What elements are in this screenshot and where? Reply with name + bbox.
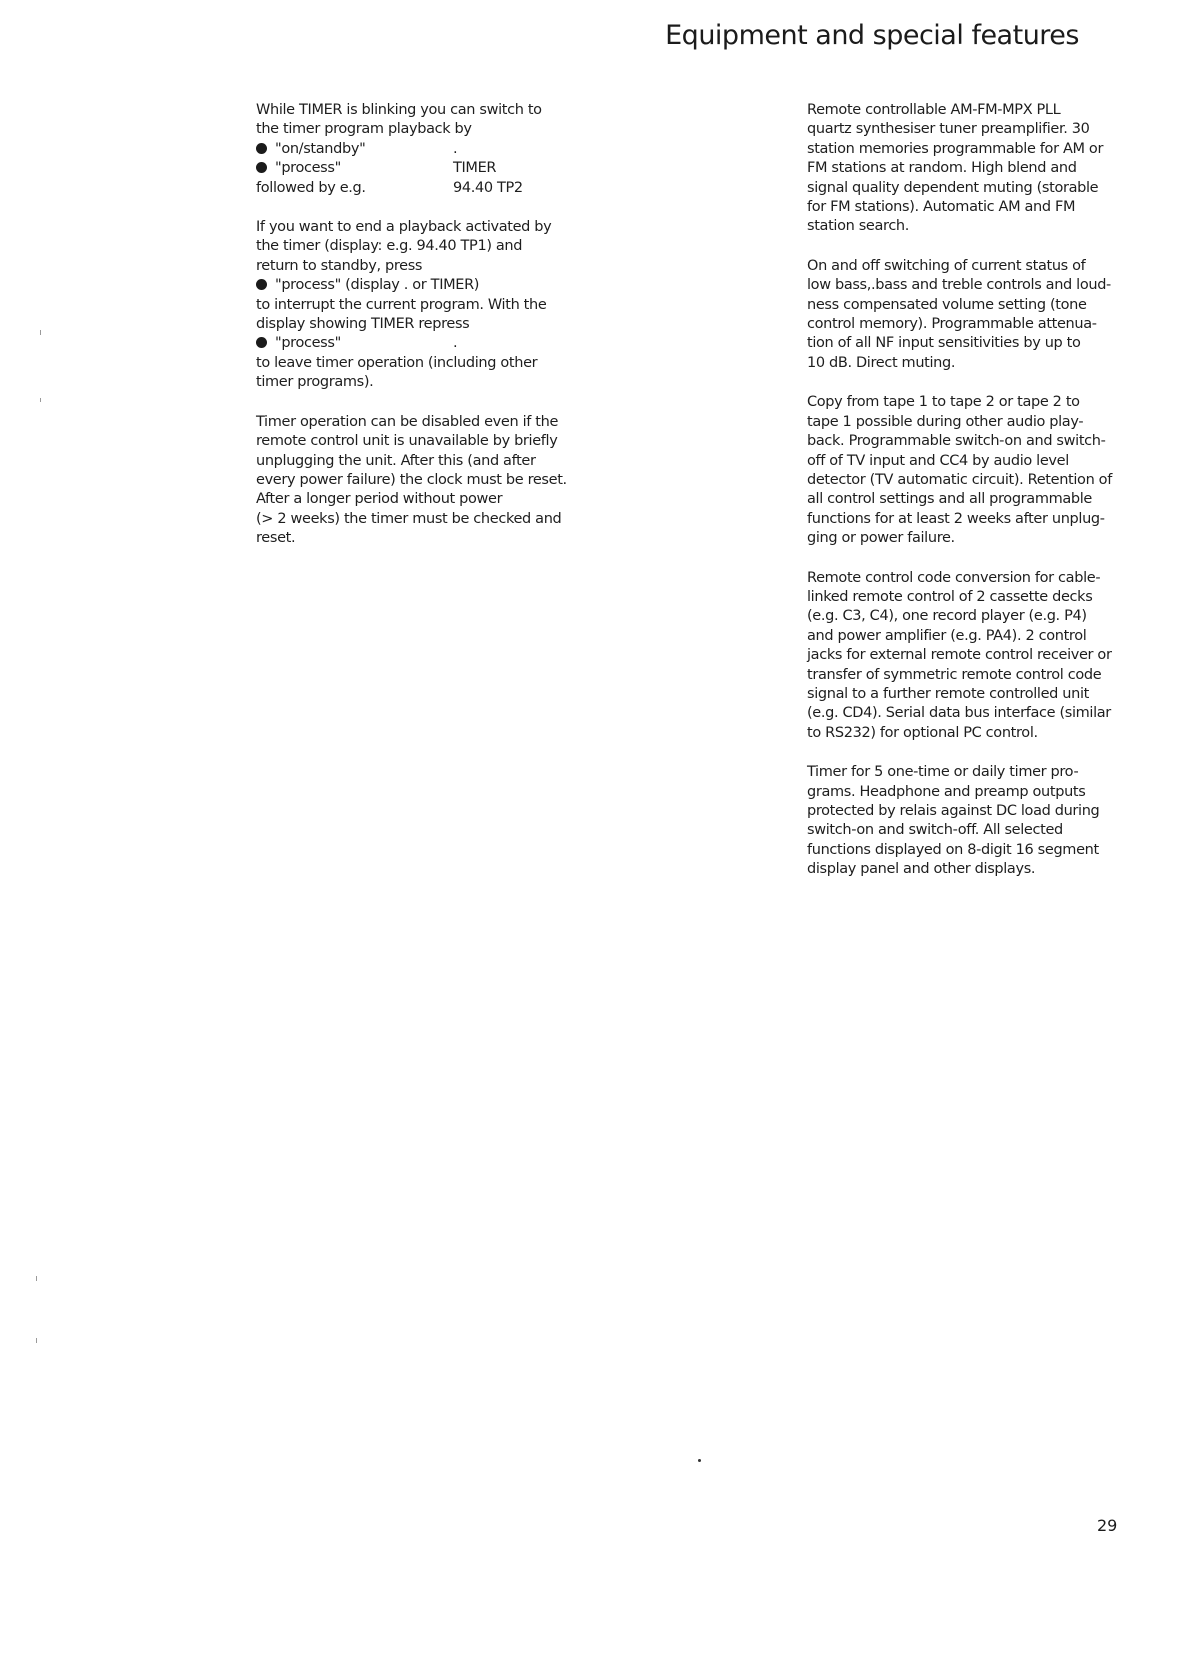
text-line: Copy from tape 1 to tape 2 or tape 2 to [807,394,1080,411]
text-line: display panel and other displays. [807,861,1036,878]
text-line: While TIMER is blinking you can switch to [256,102,542,118]
text-line: jacks for external remote control receiver or [807,647,1112,664]
text-line: Timer for 5 one-time or daily timer pro- [807,764,1079,781]
display-readout: . [453,140,458,157]
paragraph-tuner [807,101,1129,237]
scan-speck [40,398,41,402]
text-line: functions displayed on 8-digit 16 segment [807,841,1099,858]
text-line: After a longer period without power [256,491,503,508]
text-line: control memory). Programmable attenua- [807,316,1097,333]
text-line: timer programs). [256,374,374,391]
text-line: tape 1 possible during other audio play- [807,413,1084,430]
text-line: back. Programmable switch-on and switch- [807,433,1106,450]
bullet-item [256,140,586,159]
text-line: to interrupt the current program. With the [256,296,547,313]
text-line: (e.g. CD4). Serial data bus interface (similar [807,705,1111,722]
text-line: Remote control code conversion for cable- [807,569,1101,586]
text-line: ging or power failure. [807,530,955,547]
bullet-icon [256,279,267,290]
paragraph-timer-switch [256,101,586,198]
bullet-item [256,276,586,295]
text-line: remote control unit is unavailable by briefly [256,433,558,450]
text-line: every power failure) the clock must be reset. [256,471,567,488]
display-readout: TIMER [453,160,497,177]
paragraph-tone-control [807,257,1129,373]
text-line: quartz synthesiser tuner preamplifier. 30 [807,121,1090,138]
text-line-left: followed by e.g. [256,179,366,196]
text-line: Timer operation can be disabled even if the [256,413,559,430]
text-line: and power amplifier (e.g. PA4). 2 control [807,627,1087,644]
text-line: Remote controllable AM-FM-MPX PLL [807,102,1061,118]
bullet-text: "on/standby" [275,140,366,157]
page-title: Equipment and special features [665,20,1079,51]
scan-speck [36,1338,37,1343]
text-line: the timer (display: e.g. 94.40 TP1) and [256,238,523,255]
display-readout: 94.40 TP2 [453,179,523,196]
bullet-icon [256,337,267,348]
paragraph-timer-programs [807,763,1129,879]
text-line: signal to a further remote controlled unit [807,685,1089,702]
page-number: 29 [1097,1516,1118,1535]
bullet-text: "process" (display . or TIMER) [275,277,480,294]
scan-speck [36,1276,37,1281]
text-line: transfer of symmetric remote control code [807,666,1102,683]
text-line: If you want to end a playback activated by [256,219,552,236]
display-readout: . [453,335,458,352]
bullet-text: "process" [275,335,341,352]
text-line: signal quality dependent muting (storable [807,179,1099,196]
text-line: protected by relais against DC load during [807,803,1100,819]
left-column [256,101,586,569]
text-line: functions for at least 2 weeks after unplug- [807,510,1105,527]
right-column [807,101,1129,900]
text-line: reset. [256,530,296,547]
paragraph-end-playback [256,218,586,393]
text-line: tion of all NF input sensitivities by up to [807,335,1081,352]
text-line: FM stations at random. High blend and [807,160,1077,177]
text-line: linked remote control of 2 cassette decks [807,588,1093,605]
text-line: unplugging the unit. After this (and after [256,452,536,469]
text-line: to RS232) for optional PC control. [807,724,1038,741]
text-line: station memories programmable for AM or [807,140,1104,157]
text-line: for FM stations). Automatic AM and FM [807,199,1076,216]
text-line: to leave timer operation (including other [256,354,538,371]
paragraph-timer-disable [256,413,586,549]
scan-speck [698,1459,701,1462]
bullet-icon [256,143,267,154]
text-line: ness compensated volume setting (tone [807,296,1087,313]
text-line: the timer program playback by [256,121,472,138]
bullet-text: "process" [275,160,341,177]
text-line: low bass,.bass and treble controls and loud- [807,277,1111,294]
text-line: return to standby, press [256,257,423,274]
bullet-icon [256,162,267,173]
text-line: switch-on and switch-off. All selected [807,822,1063,839]
text-line [256,179,586,198]
text-line: display showing TIMER repress [256,316,470,333]
paragraph-tape-copy [807,393,1129,548]
bullet-item [256,159,586,178]
text-line: 10 dB. Direct muting. [807,354,956,371]
text-line: station search. [807,218,910,235]
text-line: off of TV input and CC4 by audio level [807,452,1069,469]
paragraph-remote-code [807,569,1129,744]
scan-speck [40,330,41,335]
text-line: detector (TV automatic circuit). Retention of [807,471,1112,488]
text-line: On and off switching of current status of [807,257,1086,274]
text-line: all control settings and all programmable [807,491,1093,508]
text-line: grams. Headphone and preamp outputs [807,783,1086,800]
text-line: (> 2 weeks) the timer must be checked and [256,510,562,527]
bullet-item [256,334,586,353]
text-line: (e.g. C3, C4), one record player (e.g. P4) [807,608,1087,625]
